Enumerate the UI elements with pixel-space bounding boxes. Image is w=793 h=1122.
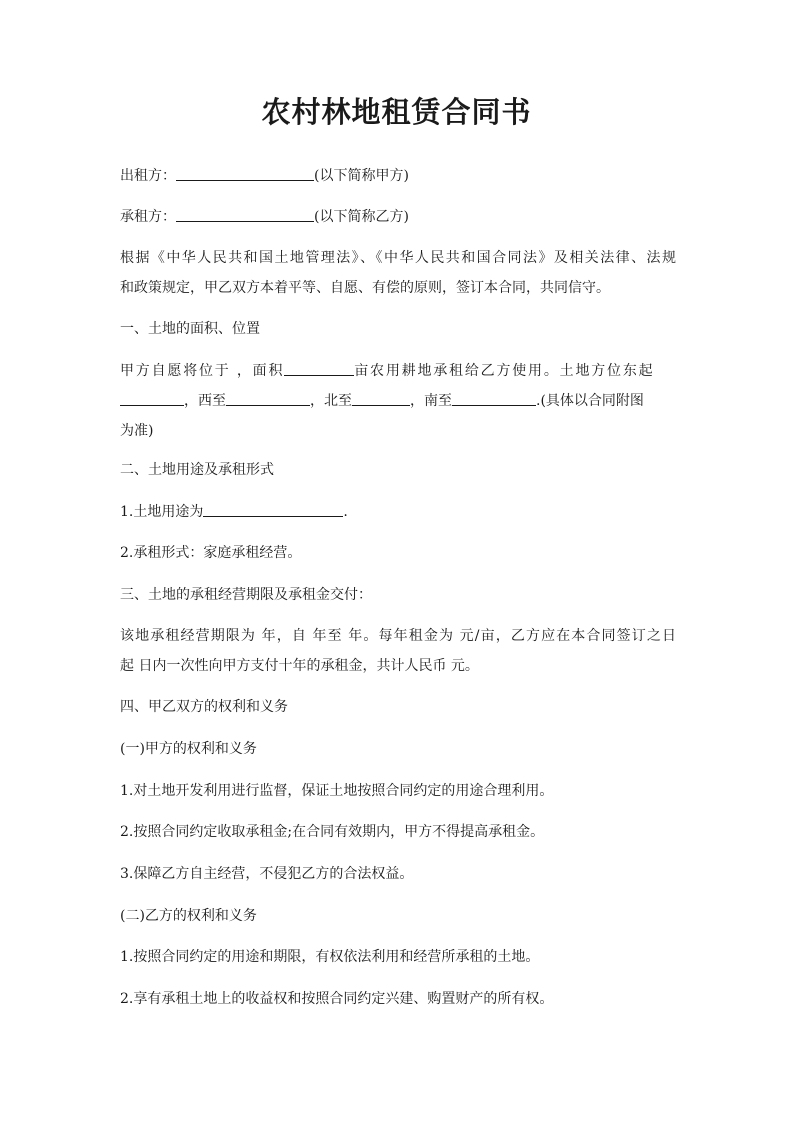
lessee-label: 承租方： (120, 209, 176, 225)
lessor-name-blank[interactable] (176, 165, 314, 181)
party-b-heading: (二)乙方的权利和义务 (120, 908, 257, 924)
section1-paragraph (120, 359, 676, 443)
preamble-line-2: 和政策规定，甲乙双方本着平等、自愿、有偿的原则，签订本合同，共同信守。 (120, 280, 610, 296)
section3-line-1: 该地承租经营期限为 年，自 年至 年。每年租金为 元/亩，乙方应在本合同签订之日 (120, 628, 676, 644)
party-b-item-1: 1.按照合同约定的用途和期限，有权依法利用和经营所承租的土地。 (120, 949, 540, 965)
land-use-blank[interactable] (203, 501, 343, 517)
section2-heading: 二、土地用途及承租形式 (120, 462, 274, 478)
south-label: ，南至 (410, 393, 452, 409)
north-boundary-blank[interactable] (352, 390, 410, 406)
section3-paragraph (120, 624, 676, 678)
section1-line-1 (120, 359, 676, 383)
party-a-item-2: 2.按照合同约定收取承租金;在合同有效期内，甲方不得提高承租金。 (120, 824, 545, 840)
section1-line-3: 为准) (120, 423, 154, 439)
document-title: 农村林地租赁合同书 (261, 95, 532, 129)
lessee-suffix: (以下简称乙方) (314, 209, 409, 225)
section3-heading: 三、土地的承租经营期限及承租金交付： (120, 587, 372, 603)
north-label: ，北至 (310, 393, 352, 409)
section4-heading: 四、甲乙双方的权利和义务 (120, 699, 288, 715)
lessor-label: 出租方： (120, 168, 176, 184)
section3-line-2: 起 日内一次性向甲方支付十年的承租金，共计人民币 元。 (120, 658, 479, 674)
party-a-item-1: 1.对土地开发利用进行监督，保证土地按照合同约定的用途合理利用。 (120, 783, 554, 799)
section1-location-text: 甲方自愿将位于 ，面积 (120, 363, 285, 379)
section1-area-text: 亩农用耕地承租给乙方使用。土地方位东起 (354, 363, 655, 379)
lessee-line (120, 205, 676, 229)
section2-item-2: 2.承租形式：家庭承租经营。 (120, 545, 302, 561)
lessor-line (120, 164, 676, 188)
section2-item-1 (120, 500, 676, 524)
west-label: ，西至 (184, 393, 226, 409)
party-a-item-3: 3.保障乙方自主经营，不侵犯乙方的合法权益。 (120, 866, 414, 882)
section1-attachment-note: .(具体以合同附图 (536, 393, 644, 409)
lessee-name-blank[interactable] (176, 206, 314, 222)
party-a-heading: (一)甲方的权利和义务 (120, 741, 257, 757)
party-b-item-2: 2.享有承租土地上的收益权和按照合同约定兴建、购置财产的所有权。 (120, 991, 554, 1007)
west-boundary-blank[interactable] (226, 390, 310, 406)
section1-line-2 (120, 389, 676, 413)
land-use-label: 1.土地用途为 (120, 504, 204, 520)
south-boundary-blank[interactable] (452, 390, 536, 406)
area-blank[interactable] (284, 360, 354, 376)
section1-heading: 一、土地的面积、位置 (120, 321, 260, 337)
east-boundary-blank[interactable] (120, 390, 184, 406)
preamble-paragraph (120, 246, 676, 300)
land-use-period: . (343, 504, 348, 520)
lessor-suffix: (以下简称甲方) (314, 168, 409, 184)
preamble-line-1: 根据《中华人民共和国土地管理法》、《中华人民共和国合同法》及相关法律、法规 (120, 250, 676, 266)
